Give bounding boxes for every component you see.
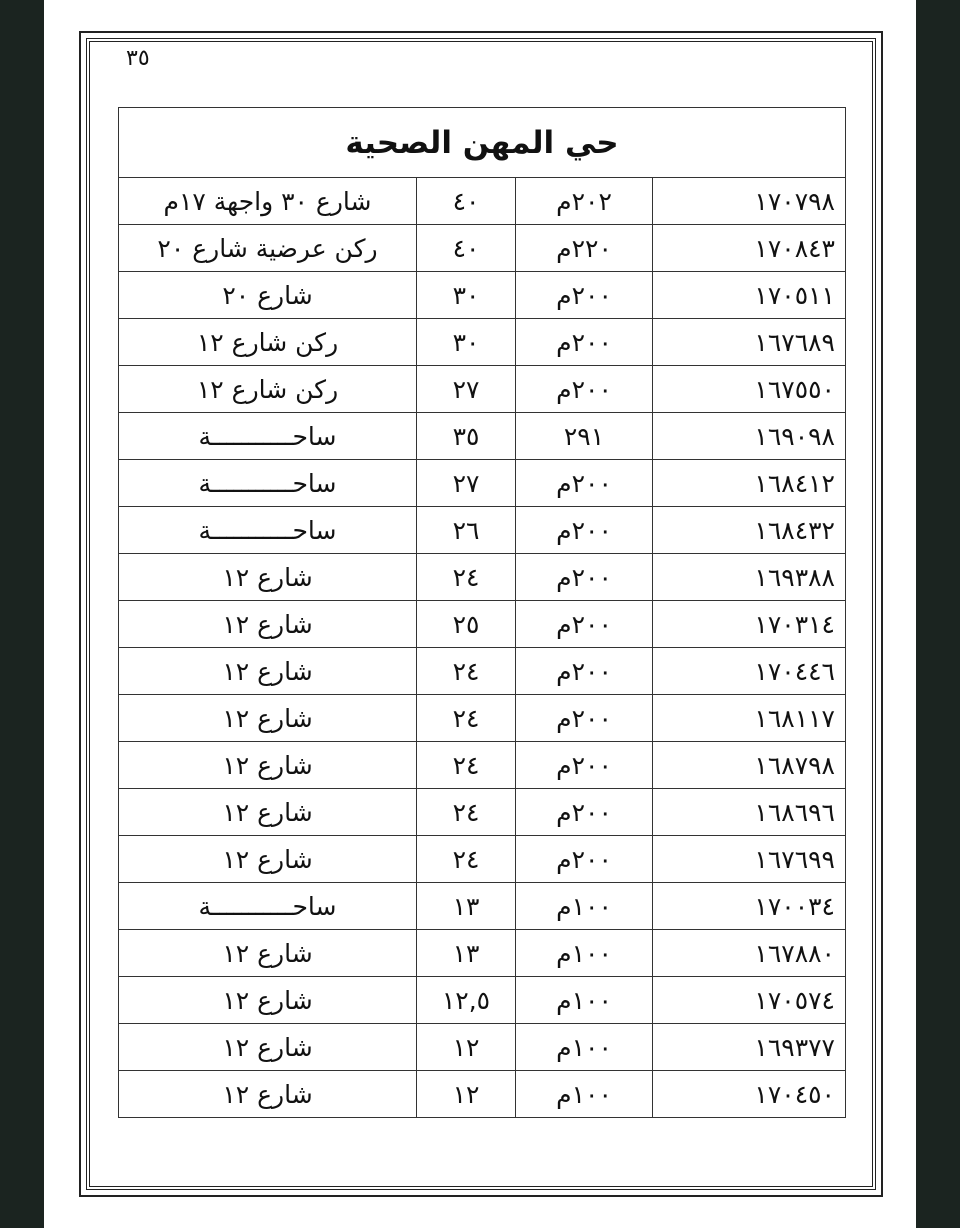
plot-number-cell: ١٦٧٦٩٩ xyxy=(653,836,846,883)
plot-area-cell: ١٠٠م xyxy=(516,930,653,977)
plot-area-cell: ١٠٠م xyxy=(516,977,653,1024)
plot-location-cell: شارع ١٢ xyxy=(119,648,417,695)
plot-location-cell: شارع ١٢ xyxy=(119,1071,417,1118)
table-row xyxy=(119,789,846,836)
plot-width-cell: ٤٠ xyxy=(417,178,516,225)
plot-location-cell: شارع ١٢ xyxy=(119,977,417,1024)
table-row xyxy=(119,695,846,742)
table-row xyxy=(119,507,846,554)
plot-width-cell: ٢٦ xyxy=(417,507,516,554)
plot-number-cell: ١٦٨١١٧ xyxy=(653,695,846,742)
plot-width-cell: ٢٥ xyxy=(417,601,516,648)
plot-location-cell: شارع ١٢ xyxy=(119,789,417,836)
plot-number-cell: ١٦٧٨٨٠ xyxy=(653,930,846,977)
plot-area-cell: ٢٠٠م xyxy=(516,742,653,789)
plot-location-cell: ركن عرضية شارع ٢٠ xyxy=(119,225,417,272)
plot-number-cell: ١٦٨٦٩٦ xyxy=(653,789,846,836)
plot-width-cell: ٢٤ xyxy=(417,695,516,742)
table-row xyxy=(119,977,846,1024)
plot-width-cell: ١٢ xyxy=(417,1071,516,1118)
plot-area-cell: ٢٠٠م xyxy=(516,366,653,413)
plot-number-cell: ١٧٠٥٧٤ xyxy=(653,977,846,1024)
plot-area-cell: ١٠٠م xyxy=(516,1024,653,1071)
plot-location-cell: شارع ٢٠ xyxy=(119,272,417,319)
table-row xyxy=(119,883,846,930)
plot-area-cell: ٢٠٠م xyxy=(516,695,653,742)
plot-width-cell: ٢٤ xyxy=(417,789,516,836)
plot-number-cell: ١٦٩٠٩٨ xyxy=(653,413,846,460)
plot-number-cell: ١٧٠٤٥٠ xyxy=(653,1071,846,1118)
plot-width-cell: ٣٠ xyxy=(417,319,516,366)
plot-width-cell: ١٢,٥ xyxy=(417,977,516,1024)
plots-table xyxy=(118,107,846,1118)
table-row xyxy=(119,930,846,977)
plot-number-cell: ١٦٧٥٥٠ xyxy=(653,366,846,413)
plot-width-cell: ١٣ xyxy=(417,883,516,930)
plot-location-cell: شارع ١٢ xyxy=(119,1024,417,1071)
plot-area-cell: ١٠٠م xyxy=(516,883,653,930)
plot-area-cell: ٢٢٠م xyxy=(516,225,653,272)
table-row xyxy=(119,460,846,507)
plot-location-cell: شارع ١٢ xyxy=(119,554,417,601)
plot-width-cell: ٢٧ xyxy=(417,366,516,413)
table-row xyxy=(119,178,846,225)
plot-number-cell: ١٧٠٠٣٤ xyxy=(653,883,846,930)
plot-number-cell: ١٦٨٤١٢ xyxy=(653,460,846,507)
plot-width-cell: ٢٤ xyxy=(417,554,516,601)
plot-location-cell: شارع ٣٠ واجهة ١٧م xyxy=(119,178,417,225)
plot-area-cell: ٢٠٠م xyxy=(516,507,653,554)
plot-location-cell: ركن شارع ١٢ xyxy=(119,319,417,366)
plot-number-cell: ١٦٩٣٧٧ xyxy=(653,1024,846,1071)
plot-width-cell: ٢٤ xyxy=(417,648,516,695)
plot-area-cell: ٢٠٠م xyxy=(516,319,653,366)
table-title: حي المهن الصحية xyxy=(119,108,846,178)
table-row xyxy=(119,1024,846,1071)
plot-width-cell: ٤٠ xyxy=(417,225,516,272)
plot-width-cell: ٢٧ xyxy=(417,460,516,507)
plot-number-cell: ١٧٠٧٩٨ xyxy=(653,178,846,225)
plot-location-cell: شارع ١٢ xyxy=(119,836,417,883)
table-row xyxy=(119,225,846,272)
page-number: ٣٥ xyxy=(126,46,150,71)
plot-area-cell: ٢٠٠م xyxy=(516,460,653,507)
table-row xyxy=(119,601,846,648)
plot-location-cell: شارع ١٢ xyxy=(119,695,417,742)
plot-width-cell: ٣٥ xyxy=(417,413,516,460)
plot-location-cell: ساحـــــــــــة xyxy=(119,413,417,460)
table-row xyxy=(119,554,846,601)
plot-location-cell: ساحـــــــــــة xyxy=(119,883,417,930)
table-row xyxy=(119,648,846,695)
plot-width-cell: ٣٠ xyxy=(417,272,516,319)
plot-area-cell: ٢٠٠م xyxy=(516,272,653,319)
table-row xyxy=(119,272,846,319)
plot-location-cell: ساحـــــــــــة xyxy=(119,460,417,507)
plot-area-cell: ٢٠٢م xyxy=(516,178,653,225)
plot-number-cell: ١٧٠٣١٤ xyxy=(653,601,846,648)
plot-area-cell: ٢٠٠م xyxy=(516,601,653,648)
plot-number-cell: ١٦٨٧٩٨ xyxy=(653,742,846,789)
table-row xyxy=(119,413,846,460)
plot-number-cell: ١٦٩٣٨٨ xyxy=(653,554,846,601)
plot-number-cell: ١٧٠٨٤٣ xyxy=(653,225,846,272)
plot-area-cell: ٢٠٠م xyxy=(516,789,653,836)
document-page xyxy=(44,0,916,1228)
plot-location-cell: ركن شارع ١٢ xyxy=(119,366,417,413)
plot-area-cell: ٢٩١ xyxy=(516,413,653,460)
table-row xyxy=(119,1071,846,1118)
plot-location-cell: شارع ١٢ xyxy=(119,601,417,648)
plot-width-cell: ٢٤ xyxy=(417,836,516,883)
plot-location-cell: ساحـــــــــــة xyxy=(119,507,417,554)
table-row xyxy=(119,366,846,413)
table-row xyxy=(119,742,846,789)
plot-location-cell: شارع ١٢ xyxy=(119,742,417,789)
plot-area-cell: ٢٠٠م xyxy=(516,648,653,695)
table-title-row xyxy=(119,108,846,178)
plot-number-cell: ١٧٠٥١١ xyxy=(653,272,846,319)
plot-location-cell: شارع ١٢ xyxy=(119,930,417,977)
plot-number-cell: ١٦٧٦٨٩ xyxy=(653,319,846,366)
plot-area-cell: ٢٠٠م xyxy=(516,554,653,601)
table-row xyxy=(119,319,846,366)
table-row xyxy=(119,836,846,883)
plot-number-cell: ١٧٠٤٤٦ xyxy=(653,648,846,695)
plot-width-cell: ١٢ xyxy=(417,1024,516,1071)
plot-number-cell: ١٦٨٤٣٢ xyxy=(653,507,846,554)
plot-width-cell: ٢٤ xyxy=(417,742,516,789)
plot-area-cell: ١٠٠م xyxy=(516,1071,653,1118)
plot-width-cell: ١٣ xyxy=(417,930,516,977)
plot-area-cell: ٢٠٠م xyxy=(516,836,653,883)
